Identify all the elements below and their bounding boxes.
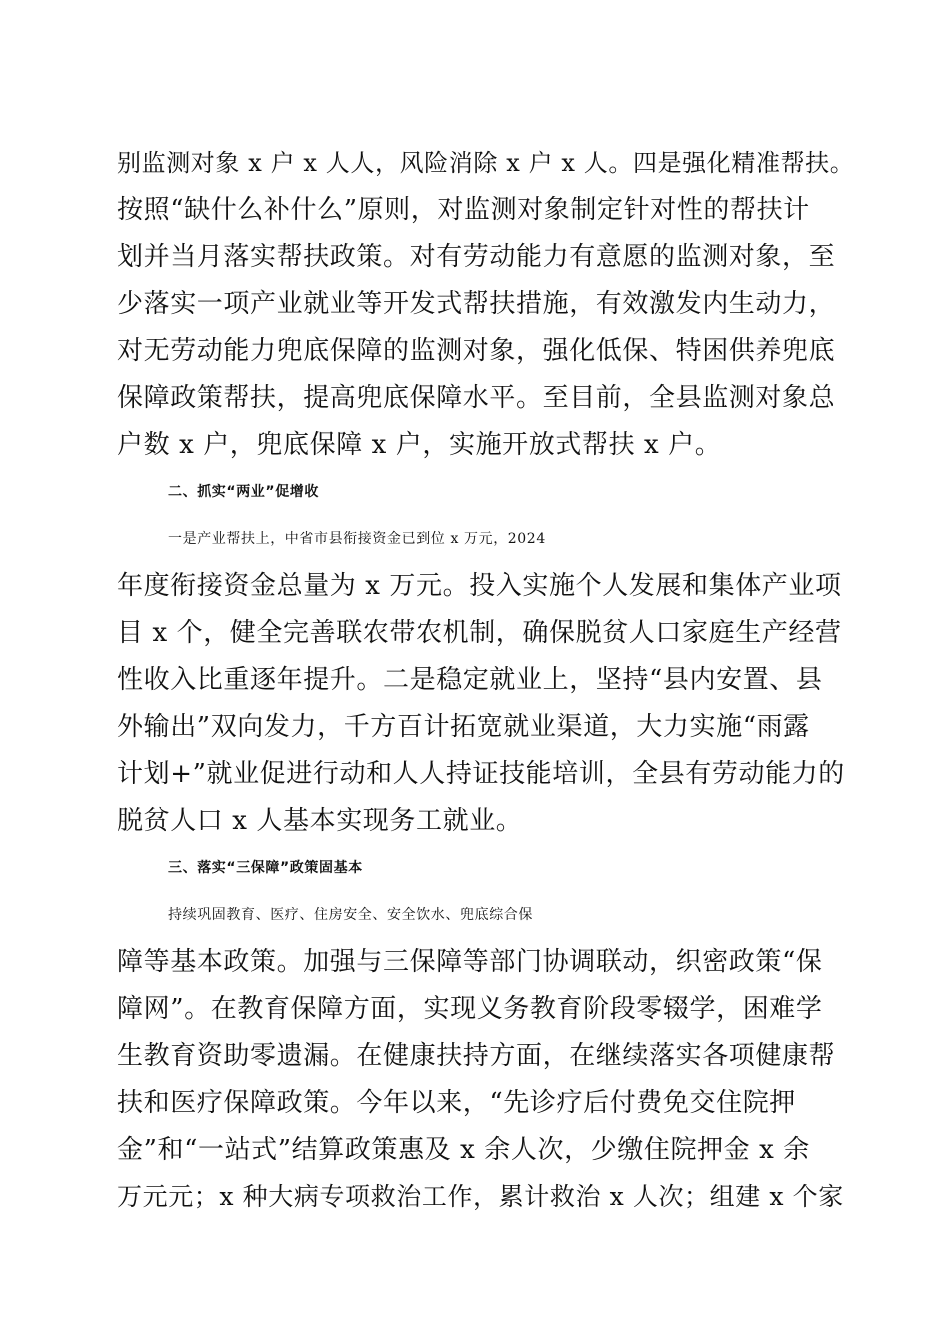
- section-2-line-2: 年度衔接资金总量为 x 万元。投入实施个人发展和集体产业项: [117, 571, 842, 601]
- paragraph-1-line-3: 划并当月落实帮扶政策。对有劳动能力有意愿的监测对象，至: [117, 242, 836, 272]
- section-3-line-5: 扶和医疗保障政策。今年以来，“先诊疗后付费免交住院押: [117, 1088, 796, 1118]
- section-2-line-5: 外输出”双向发力，千方百计拓宽就业渠道，大力实施“雨露: [117, 712, 810, 742]
- section-2-line-7: 脱贫人口 x 人基本实现务工就业。: [117, 806, 523, 836]
- section-3-line-3: 障网”。在教育保障方面，实现义务教育阶段零辍学，困难学: [117, 994, 823, 1024]
- section-2-line-6: 计划+”就业促进行动和人人持证技能培训，全县有劳动能力的: [117, 759, 845, 789]
- paragraph-1-line-6: 保障政策帮扶，提高兜底保障水平。至目前，全县监测对象总: [117, 383, 836, 413]
- section-3-line-7: 万元元；x 种大病专项救治工作，累计救治 x 人次；组建 x 个家: [117, 1182, 844, 1211]
- section-3-line-4: 生教育资助零遗漏。在健康扶持方面，在继续落实各项健康帮: [117, 1041, 836, 1071]
- paragraph-1-line-4: 少落实一项产业就业等开发式帮扶措施，有效激发内生动力，: [117, 289, 836, 319]
- section-2-line-4: 性收入比重逐年提升。二是稳定就业上，坚持“县内安置、县: [117, 665, 823, 695]
- paragraph-1-line-7: 户数 x 户，兜底保障 x 户，实施开放式帮扶 x 户。: [117, 430, 722, 460]
- paragraph-1-line-5: 对无劳动能力兜底保障的监测对象，强化低保、特困供养兜底: [117, 336, 836, 366]
- section-3-line-6: 金”和“一站式”结算政策惠及 x 余人次，少缴住院押金 x 余: [117, 1135, 810, 1165]
- section-3-line-1: 持续巩固教育、医疗、住房安全、安全饮水、兜底综合保: [168, 907, 533, 923]
- section-3-heading: 三、落实“三保障”政策固基本: [168, 860, 363, 876]
- section-2-line-1: 一是产业帮扶上，中省市县衔接资金已到位 x 万元，2024: [168, 531, 546, 547]
- section-3-line-2: 障等基本政策。加强与三保障等部门协调联动，织密政策“保: [117, 947, 823, 977]
- section-2-heading: 二、抓实“两业”促增收: [168, 484, 320, 500]
- paragraph-1-line-1: 别监测对象 x 户 x 人人，风险消除 x 户 x 人。四是强化精准帮扶。: [117, 149, 855, 177]
- section-2-line-3: 目 x 个，健全完善联农带农机制，确保脱贫人口家庭生产经营: [117, 618, 842, 648]
- paragraph-1-line-2: 按照“缺什么补什么”原则，对监测对象制定针对性的帮扶计: [117, 195, 810, 225]
